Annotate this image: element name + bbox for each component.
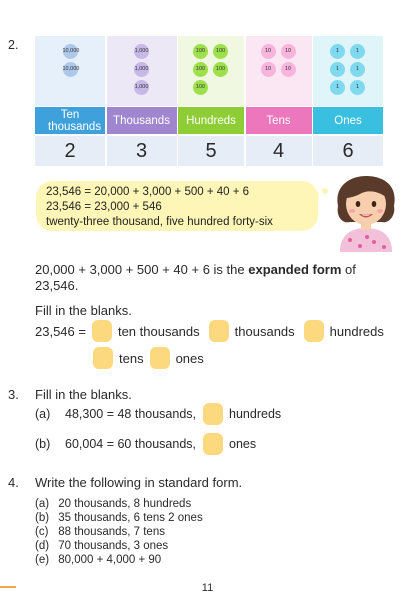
chip-area-ones bbox=[313, 36, 383, 106]
question-number-3: 3. bbox=[8, 387, 19, 402]
bubble-line-2: 23,546 = 23,000 + 546 bbox=[46, 201, 162, 213]
answer-blank-q3a[interactable] bbox=[203, 403, 223, 425]
chip-area-tens bbox=[246, 36, 312, 106]
digit-cell-ten-thousands: 2 bbox=[35, 136, 105, 166]
q4-item-label: (b) bbox=[35, 512, 50, 524]
answer-blank-ones[interactable] bbox=[150, 347, 170, 369]
place-value-chip: 1,000 bbox=[134, 44, 149, 59]
chip-area-hundreds bbox=[178, 36, 244, 106]
answer-blank-ten-thousands[interactable] bbox=[92, 320, 112, 342]
q4-item-text: 35 thousands, 6 tens 2 ones bbox=[58, 512, 203, 524]
q3b-row bbox=[35, 431, 256, 457]
place-value-chip: 100 bbox=[193, 62, 208, 77]
answer-blank-thousands[interactable] bbox=[209, 320, 229, 342]
place-value-chip: 10 bbox=[281, 62, 296, 77]
page-number: 11 bbox=[201, 582, 214, 594]
q4-item-label: (c) bbox=[35, 526, 49, 538]
q3-heading: Fill in the blanks. bbox=[35, 387, 132, 402]
q3b-text: 60,004 = 60 thousands, bbox=[65, 436, 197, 451]
unit-ones: ones bbox=[175, 350, 204, 366]
place-value-chip: 1,000 bbox=[134, 62, 149, 77]
q4-item-label: (e) bbox=[35, 554, 50, 566]
column-header-hundreds: Hundreds bbox=[178, 107, 244, 134]
q3b-label: (b) bbox=[35, 436, 51, 451]
unit-ten-thousands: ten thousands bbox=[117, 323, 200, 339]
unit-hundreds: hundreds bbox=[329, 323, 384, 339]
place-value-chip: 100 bbox=[193, 44, 208, 59]
q4-heading: Write the following in standard form. bbox=[35, 475, 243, 490]
digit-cell-tens: 4 bbox=[246, 136, 312, 166]
chip-area-ten-thousands bbox=[35, 36, 105, 106]
fill-row-2 bbox=[93, 345, 204, 371]
chip-area-thousands bbox=[107, 36, 177, 106]
expanded-statement-end: of bbox=[341, 262, 356, 277]
fill-row-1 bbox=[35, 318, 384, 344]
expanded-form-number: 23,546. bbox=[35, 278, 79, 293]
q3a-unit: hundreds bbox=[229, 406, 282, 421]
question-number-4: 4. bbox=[8, 475, 19, 490]
q4-item-text: 80,000 + 4,000 + 90 bbox=[58, 554, 162, 566]
q3a-text: 48,300 = 48 thousands, bbox=[65, 406, 197, 421]
place-value-chip: 1 bbox=[350, 80, 365, 95]
q4-item-b bbox=[35, 511, 203, 525]
q4-item-label: (a) bbox=[35, 498, 50, 510]
bubble-dot-small bbox=[322, 188, 328, 194]
unit-tens: tens bbox=[119, 350, 144, 366]
q4-item-e bbox=[35, 553, 161, 567]
fill-blanks-heading: Fill in the blanks. bbox=[35, 303, 132, 318]
question-number-2: 2. bbox=[8, 38, 19, 52]
q3a-row bbox=[35, 401, 281, 427]
place-value-chip: 1 bbox=[350, 62, 365, 77]
column-header-tens: Tens bbox=[246, 107, 312, 134]
place-value-chip: 10 bbox=[261, 62, 276, 77]
q4-item-d bbox=[35, 539, 168, 553]
q4-item-label: (d) bbox=[35, 540, 50, 552]
column-header-thousands: Thousands bbox=[107, 107, 177, 134]
place-value-chip: 100 bbox=[213, 44, 228, 59]
place-value-chip: 10,000 bbox=[63, 62, 78, 77]
expanded-statement-text: 20,000 + 3,000 + 500 + 40 + 6 is the bbox=[35, 262, 249, 277]
place-value-chip: 100 bbox=[213, 62, 228, 77]
q4-item-c bbox=[35, 525, 165, 539]
place-value-chip: 1 bbox=[330, 62, 345, 77]
place-value-chip: 1 bbox=[330, 44, 345, 59]
q4-item-a bbox=[35, 497, 191, 511]
bubble-line-1: 23,546 = 20,000 + 3,000 + 500 + 40 + 6 bbox=[46, 186, 250, 198]
answer-blank-hundreds[interactable] bbox=[304, 320, 324, 342]
q4-item-text: 70 thousands, 3 ones bbox=[58, 540, 169, 552]
place-value-chip: 100 bbox=[193, 80, 208, 95]
expanded-form-statement bbox=[35, 262, 356, 277]
answer-blank-tens[interactable] bbox=[93, 347, 113, 369]
digit-cell-thousands: 3 bbox=[107, 136, 177, 166]
place-value-chip: 1 bbox=[350, 44, 365, 59]
expanded-form-term: expanded form bbox=[248, 262, 342, 277]
place-value-chip: 10 bbox=[261, 44, 276, 59]
q3b-unit: ones bbox=[229, 436, 257, 451]
digit-cell-ones: 6 bbox=[313, 136, 383, 166]
answer-blank-q3b[interactable] bbox=[203, 433, 223, 455]
q3a-label: (a) bbox=[35, 406, 51, 421]
girl-character-illustration bbox=[330, 176, 402, 252]
digit-cell-hundreds: 5 bbox=[178, 136, 244, 166]
bubble-dot-large bbox=[308, 190, 319, 201]
q4-item-text: 88 thousands, 7 tens bbox=[58, 526, 165, 538]
column-header-ones: Ones bbox=[313, 107, 383, 134]
q4-item-text: 20 thousands, 8 hundreds bbox=[58, 498, 192, 510]
column-header-ten-thousands: Ten thousands bbox=[35, 107, 105, 134]
place-value-chip: 10,000 bbox=[63, 44, 78, 59]
bubble-line-3: twenty-three thousand, five hundred forty-six bbox=[46, 216, 273, 228]
fill-start-text: 23,546 = bbox=[35, 323, 86, 339]
place-value-chip: 1 bbox=[330, 80, 345, 95]
unit-thousands: thousands bbox=[234, 323, 295, 339]
place-value-chip: 1,000 bbox=[134, 80, 149, 95]
place-value-chip: 10 bbox=[281, 44, 296, 59]
